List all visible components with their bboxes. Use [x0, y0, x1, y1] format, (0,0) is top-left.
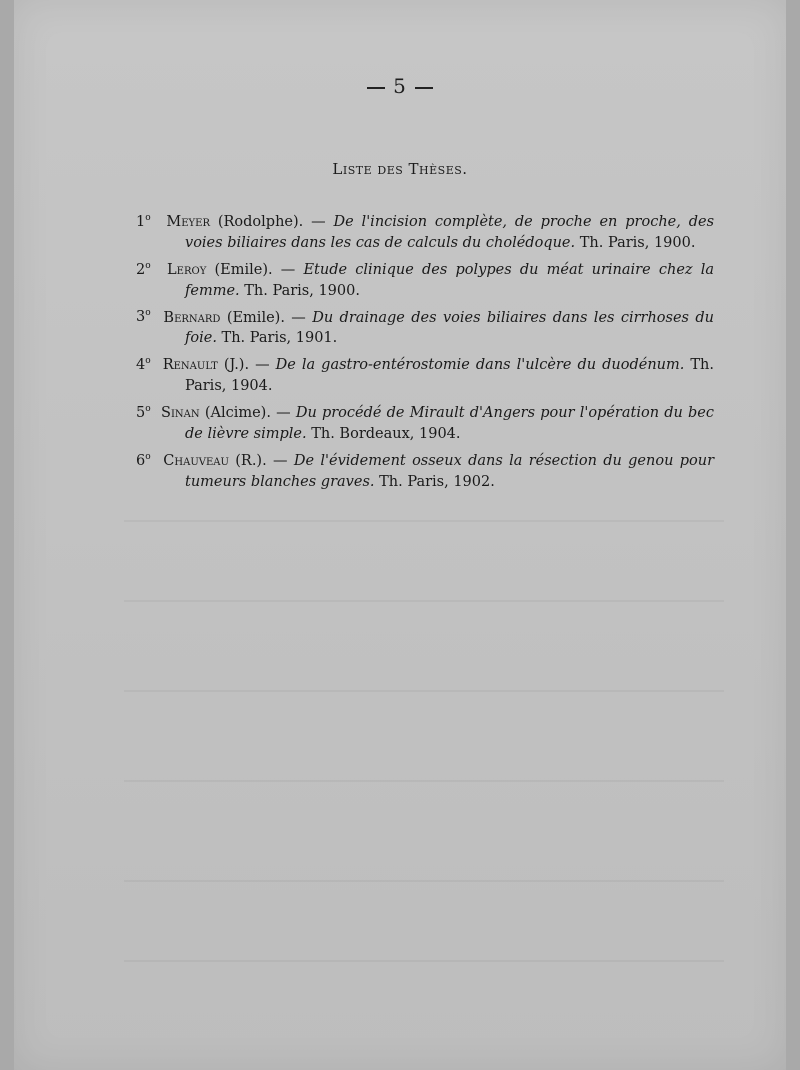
thesis-reference: Th. Paris, 1904. — [185, 357, 715, 395]
list-item — [136, 208, 714, 254]
item-number: 4$^o$ — [136, 356, 151, 374]
author-name: Leroy — [167, 261, 207, 278]
item-number: 5$^o$ — [136, 404, 151, 422]
show-through-line — [124, 780, 724, 782]
show-through-line — [124, 880, 724, 882]
page-number — [14, 74, 786, 98]
show-through-line — [124, 520, 724, 522]
author-rest: (J.). — — [217, 357, 276, 374]
author-rest: (Rodolphe). — — [209, 213, 334, 230]
author-name: Renault — [162, 357, 218, 374]
list-item — [136, 447, 714, 493]
section-heading: Liste des Thèses. — [332, 160, 468, 178]
thesis-title: Du procédé de Mirault d'Angers pour l'opération du bec de lièvre simple. — [185, 405, 714, 443]
author-name: Sinan — [161, 405, 200, 422]
thesis-reference: Th. Paris, 1900. — [239, 282, 360, 299]
list-item — [136, 304, 714, 350]
thesis-title: De l'évidement osseux dans la résection du genou pour tumeurs blanches graves. — [185, 452, 715, 490]
author-rest: (R.). — — [228, 452, 294, 469]
thesis-title: De l'incision complète, de proche en proche, des voies biliaires dans les cas de calculs du cholédoque. — [185, 213, 715, 251]
thesis-title: De la gastro-entérostomie dans l'ulcère du duodénum. — [275, 357, 685, 374]
author-rest: (Emile). — — [206, 261, 304, 278]
list-item — [136, 399, 714, 445]
item-number: 6$^o$ — [136, 452, 151, 469]
author-rest: (Alcime). — — [199, 405, 296, 422]
thesis-title: Etude clinique des polypes du méat urinaire chez la femme. — [185, 261, 714, 299]
thesis-reference: Th. Paris, 1901. — [216, 330, 338, 347]
thesis-reference: Th. Paris, 1900. — [575, 234, 696, 251]
show-through-line — [124, 690, 724, 692]
item-number: 2$^o$ — [136, 260, 151, 278]
page-number-dash — [415, 87, 433, 89]
page-number-value: 5 — [393, 74, 407, 98]
author-name: Chauveau — [163, 452, 229, 469]
item-number: 3$^o$ — [136, 308, 151, 326]
show-through-line — [124, 600, 724, 602]
list-item — [136, 256, 714, 302]
author-name: Bernard — [163, 309, 221, 326]
page-number-dash — [367, 87, 385, 89]
list-item — [136, 351, 714, 397]
author-rest: (Emile). — — [220, 309, 313, 326]
thesis-title: Du drainage des voies biliaires dans les cirrhoses du foie. — [185, 309, 715, 347]
thesis-reference: Th. Bordeaux, 1904. — [306, 426, 461, 443]
theses-list — [136, 208, 714, 495]
show-through-line — [124, 960, 724, 962]
author-name: Meyer — [166, 213, 210, 230]
thesis-reference: Th. Paris, 1902. — [374, 473, 495, 490]
item-number: 1$^o$ — [136, 213, 151, 230]
document-page — [14, 0, 786, 1070]
